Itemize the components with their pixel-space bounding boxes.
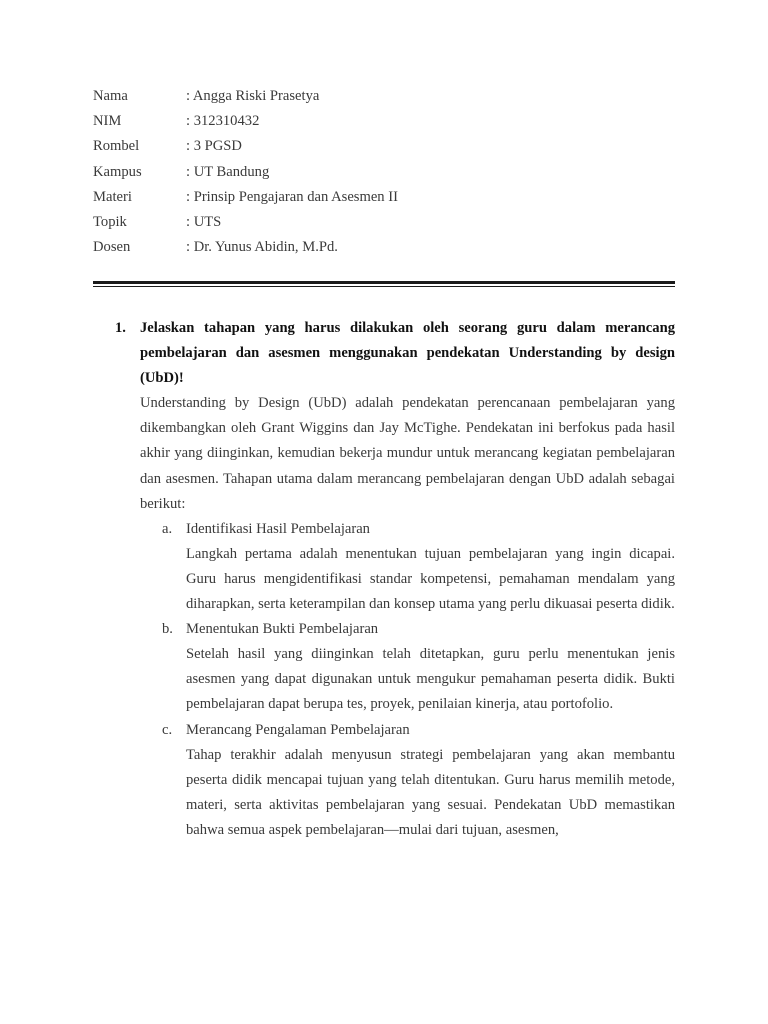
identity-value: : Dr. Yunus Abidin, M.Pd. <box>186 239 338 256</box>
separator-thin-line <box>93 286 675 287</box>
question-item <box>93 316 675 843</box>
identity-label: NIM <box>93 113 122 130</box>
identity-value: : 312310432 <box>186 113 260 130</box>
header-separator <box>93 281 675 288</box>
identity-label: Nama <box>93 88 128 104</box>
step-body: Langkah pertama adalah menentukan tujuan pembelajaran yang ingin dicapai. Guru harus mengidentifikasi standar kompetensi, pemahaman mendalam yang diharapkan, serta keterampilan dan konsep utama yang perlu dikuasai peserta didik. <box>186 545 675 613</box>
identity-value: : 3 PGSD <box>186 138 242 155</box>
identity-table <box>93 86 675 262</box>
identity-row-kampus <box>93 162 675 187</box>
step-title: Menentukan Bukti Pembelajaran <box>186 621 379 638</box>
identity-label: Topik <box>93 213 127 230</box>
step-item <box>140 517 675 617</box>
question-text: Jelaskan tahapan yang harus dilakukan oleh seorang guru dalam merancang pembelajaran dan asesmen menggunakan pendekatan Understanding by design (UbD)! <box>140 320 675 387</box>
step-body: Setelah hasil yang diinginkan telah ditetapkan, guru perlu menentukan jenis asesmen yang dapat digunakan untuk mengukur pemahaman peserta didik. Bukti pembelajaran dapat berupa tes, proyek, penilaian kinerja, atau portofolio. <box>186 646 675 713</box>
step-list <box>140 517 675 843</box>
identity-row-rombel <box>93 136 675 161</box>
identity-value: : UT Bandung <box>186 163 270 180</box>
identity-value: : Angga Riski Prasetya <box>186 88 320 104</box>
question-section <box>93 316 675 843</box>
step-title: Merancang Pengalaman Pembelajaran <box>186 721 410 738</box>
separator-thick-line <box>93 281 675 284</box>
identity-label: Rombel <box>93 138 140 155</box>
identity-row-materi <box>93 187 675 212</box>
identity-row-nama <box>93 86 675 111</box>
step-body: Tahap terakhir adalah menyusun strategi pembelajaran yang akan membantu peserta didik mencapai tujuan yang telah ditentukan. Guru harus memilih metode, materi, serta aktivitas pembelajaran yang sesuai. Pendekatan UbD memastikan bahwa semua aspek pembelajaran—mulai dari tujuan, asesmen, <box>186 746 675 838</box>
identity-value: : Prinsip Pengajaran dan Asesmen II <box>186 188 398 205</box>
step-marker: c. <box>162 721 173 738</box>
question-number: 1. <box>115 320 126 336</box>
identity-label: Kampus <box>93 163 142 180</box>
identity-label: Materi <box>93 188 132 205</box>
identity-row-topik <box>93 212 675 237</box>
identity-row-dosen <box>93 237 675 262</box>
step-marker: b. <box>162 621 173 638</box>
answer-intro: Understanding by Design (UbD) adalah pendekatan perencanaan pembelajaran yang dikembangkan oleh Grant Wiggins dan Jay McTighe. Pendekatan ini berfokus pada hasil akhir yang diinginkan, kemudian bekerja mundur untuk merancang kegiatan pembelajaran dan asesmen. Tahapan utama dalam merancang pembelajaran dengan UbD adalah sebagai berikut: <box>140 395 675 512</box>
step-marker: a. <box>162 520 173 537</box>
step-title: Identifikasi Hasil Pembelajaran <box>186 520 370 537</box>
identity-row-nim <box>93 111 675 136</box>
identity-label: Dosen <box>93 239 131 256</box>
step-item <box>140 617 675 717</box>
identity-value: : UTS <box>186 213 222 230</box>
step-item <box>140 718 675 843</box>
